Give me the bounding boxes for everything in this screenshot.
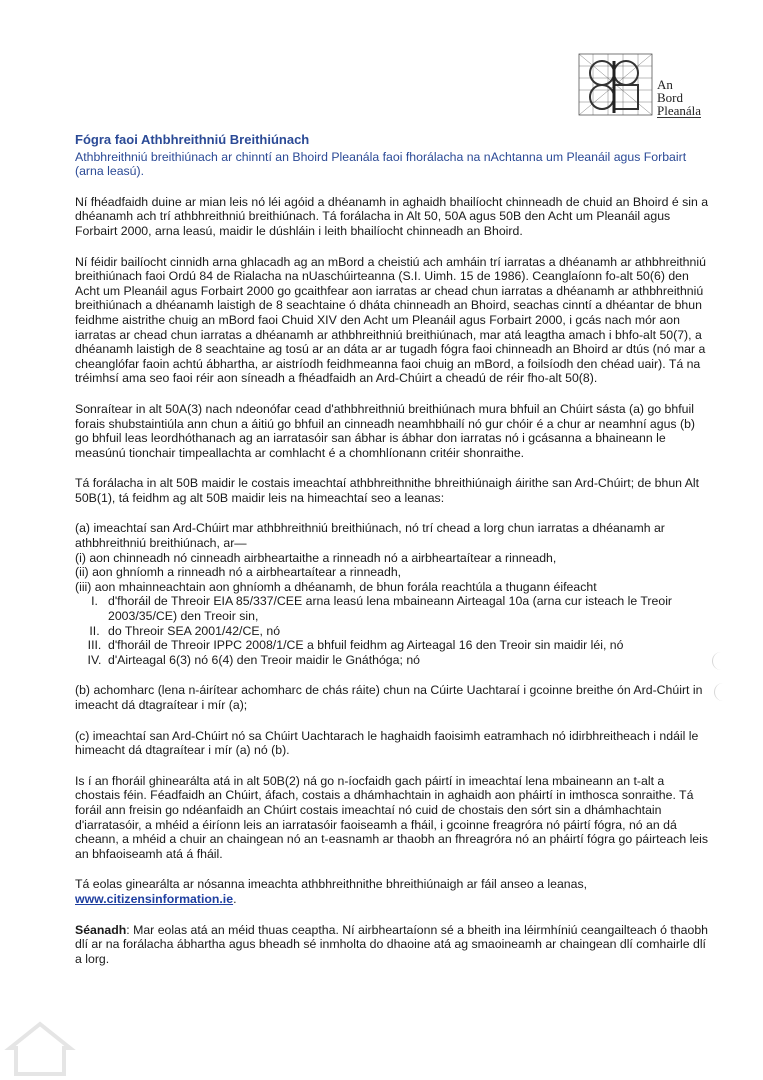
directive-text: d'fhoráil de Threoir EIA 85/337/CEE arna leasú lena mbaineann Airteagal 10a (arna cur isteach le Treoir 2003/35/CE) den Treoir sin, [108, 594, 673, 624]
paragraph-time-limits: Ní féidir bailíocht cinnidh arna ghlacadh ag an mBord a cheistiú ach amháin trí iarratas a dhéanamh ar athbhreithniú breithiúnach faoi Ordú 84 de Rialacha na nUaschúirteanna (S.I. Uimh. 15 de 1986). Ceanglaíonn fo-alt 50(6) den Acht um Pleanáil agus Forbairt 2000 go gcaithfear aon iarratas ar chead chun iarratas a dhéanamh ar athbhreithniú breithiúnach a dhéanamh laistigh de 8 seachtaine ó dháta chinneadh an Bhoird, seachas cinntí a dhéantar de bhun feidhme aistrithe chuig an mBord faoi Chuid XIV den Acht um Pleanáil agus Forbairt 2000, i gcás nach mór aon iarratas ar chead chun iarratas a dhéanamh ar athbhreithniú breithiúnach, mar atá leagtha amach i bhfo-alt 50(7), a dhéanamh laistigh de 8 seachtaine ag tosú ar an dáta ar ar tugadh fógra faoi chinneadh an Bhoird ar dtús (nó mar a cheanglófar faoin achtú ábhartha, ar aistríodh feidhmeanna faoi chuig an mBord, a foilsíodh den chéad uair). Tá na tréimhsí ama seo faoi réir aon síneadh a fhéadfaidh an Ard-Chúirt a cheadú de réir fho-alt 50(8). [75, 254, 706, 386]
notice-title: Fógra faoi Athbhreithniú Breithiúnach [75, 132, 310, 147]
list-intro: (a) imeachtaí san Ard-Chúirt mar athbhreithniú breithiúnach, nó trí chead a lorg chun iarratas a dhéanamh ar athbhreithniú breithiúnach, ar— [75, 521, 665, 551]
logo-line-pleanala: Pleanála [657, 103, 702, 118]
hole-punch-mark [712, 652, 723, 670]
paragraph-costs-intro: Tá forálacha in alt 50B maidir le costais imeachtaí athbhreithnithe bhreithiúnaigh áirithe san Ard-Chúirt; de bhun Alt 50B(1), tá feidhm ag alt 50B maidir leis na himeachtaí seo a leanas: [75, 476, 700, 505]
logo-wordmark [657, 78, 701, 118]
paragraph-leave-conditions: Sonraítear in alt 50A(3) nach ndeonófar cead d'athbhreithniú breithiúnach mura bhfuil an Chúirt sásta (a) go bhfuil forais shubstaintiúla ann chun a áitiú go bhfuil an cinneadh neamhbhailí nó gur chóir é a chur ar neamhní agus (b) go bhfuil leas leordhóthanach ag an iarratasóir san ábhar is ábhar don iarratas nó i gcásanna a bhaineann le measúnú tionchair timpeallachta ar comhlacht é a chomhlíonann critéir shonraithe. [75, 401, 696, 460]
directive-item [81, 624, 711, 639]
info-end: . [233, 891, 237, 906]
disclaimer-label: Séanadh [75, 922, 127, 937]
directive-number: I. [91, 594, 98, 609]
an-bord-pleanala-logo [578, 53, 653, 116]
directive-item [81, 594, 711, 623]
info-text: Tá eolas ginearálta ar nósanna imeachta athbhreithnithe bhreithiúnaigh ar fáil anseo a leanas, [75, 877, 588, 892]
citizens-information-link[interactable]: www.citizensinformation.ie [75, 891, 234, 906]
list-item: (ii) aon ghníomh a rinneadh nó a airbheartaítear a rinneadh, [75, 565, 402, 580]
directive-item [81, 653, 711, 668]
directive-item [81, 638, 711, 653]
notice-body [75, 133, 711, 966]
directive-number: IV. [87, 652, 102, 667]
directive-number: II. [89, 623, 100, 638]
paragraph-interim-relief: (c) imeachtaí san Ard-Chúirt nó sa Chúirt Uachtarach le haghaidh faoisimh eatramhach nó idirbhreitheach i ndáil le himeacht dá dtagraítear i mír (a) nó (b). [75, 728, 699, 758]
directive-text: do Threoir SEA 2001/42/CE, nó [108, 623, 281, 638]
hole-punch-mark [714, 683, 725, 701]
directive-text: d'Airteagal 6(3) nó 6(4) den Treoir maidir le Gnáthóga; nó [108, 652, 420, 667]
logo-line-bord: Bord [657, 90, 683, 105]
directive-number: III. [87, 638, 102, 653]
paragraph-info [75, 877, 711, 906]
paragraph-costs-general: Is í an fhoráil ghinearálta atá in alt 50B(2) ná go n-íocfaidh gach páirtí in imeachtaí lena mbaineann an t-alt a chostais féin. Féadfaidh an Chúirt, áfach, costais a dhámhachtain in aghaidh aon pháirtí in imthosca sonraithe. Tá foráil ann freisin go ndéanfaidh an Chúirt costais imeachtaí nó cuid de chostais den sórt sin a dhámhachtain d'iarratasóir, a mhéid a éiríonn leis an iarratasóir faoiseamh a fháil, i gcoinne freagróra nó páirtí fógra, nó an dá cheann, a mhéid a chuir an chaingean nó an t-easnamh ar thaobh an fhreagróra nó an pháirtí fógra go páirteach leis an bhfaoiseamh atá á fháil. [75, 773, 709, 861]
list-item: (iii) aon mhainneachtain aon ghníomh a dhéanamh, de bhun forála reachtúla a thugann éifeacht [75, 579, 597, 594]
directive-list [75, 594, 711, 667]
directive-text: d'fhoráil de Threoir IPPC 2008/1/CE a bhfuil feidhm ag Airteagal 16 den Treoir sin maidir léi, nó [108, 638, 624, 653]
list-item: (i) aon chinneadh nó cinneadh airbheartaithe a rinneadh nó a airbheartaítear a rinneadh, [75, 550, 557, 565]
paragraph-appeal: (b) achomharc (lena n-áirítear achomharc de chás ráite) chun na Cúirte Uachtaraí i gcoinne breithe ón Ard-Chúirt in imeacht dá dtagraítear i mír (a); [75, 683, 703, 712]
logo-line-an: An [657, 77, 673, 92]
notice-subtitle: Athbhreithniú breithiúnach ar chinntí an Bhoird Pleanála faoi fhorálacha na nAchtanna um Pleanáil agus Forbairt (arna leasú). [75, 149, 687, 179]
disclaimer-text: : Mar eolas atá an méid thuas ceaptha. Ní airbheartaíonn sé a bheith ina léirmhíniú ceangailteach ó thaobh dlí ar na forálacha ábhartha agus bheadh sé inmholta do dhaoine atá ag smaoineamh ar chaingean dlí comhairle dlí a lorg. [75, 922, 709, 966]
paragraph-disclaimer [75, 923, 711, 967]
house-watermark-icon [4, 1018, 76, 1078]
paragraph-intro: Ní fhéadfaidh duine ar mian leis nó léi agóid a dhéanamh in aghaidh bhailíocht chinneadh de chuid an Bhoird é sin a dhéanamh ach trí athbhreithniú breithiúnach. Tá forálacha in Alt 50, 50A agus 50B den Acht um Pleanáil agus Forbairt 2000, arna leasú, maidir le dúshláin i leith bhailíocht chinneadh an Bhoird. [75, 194, 709, 238]
